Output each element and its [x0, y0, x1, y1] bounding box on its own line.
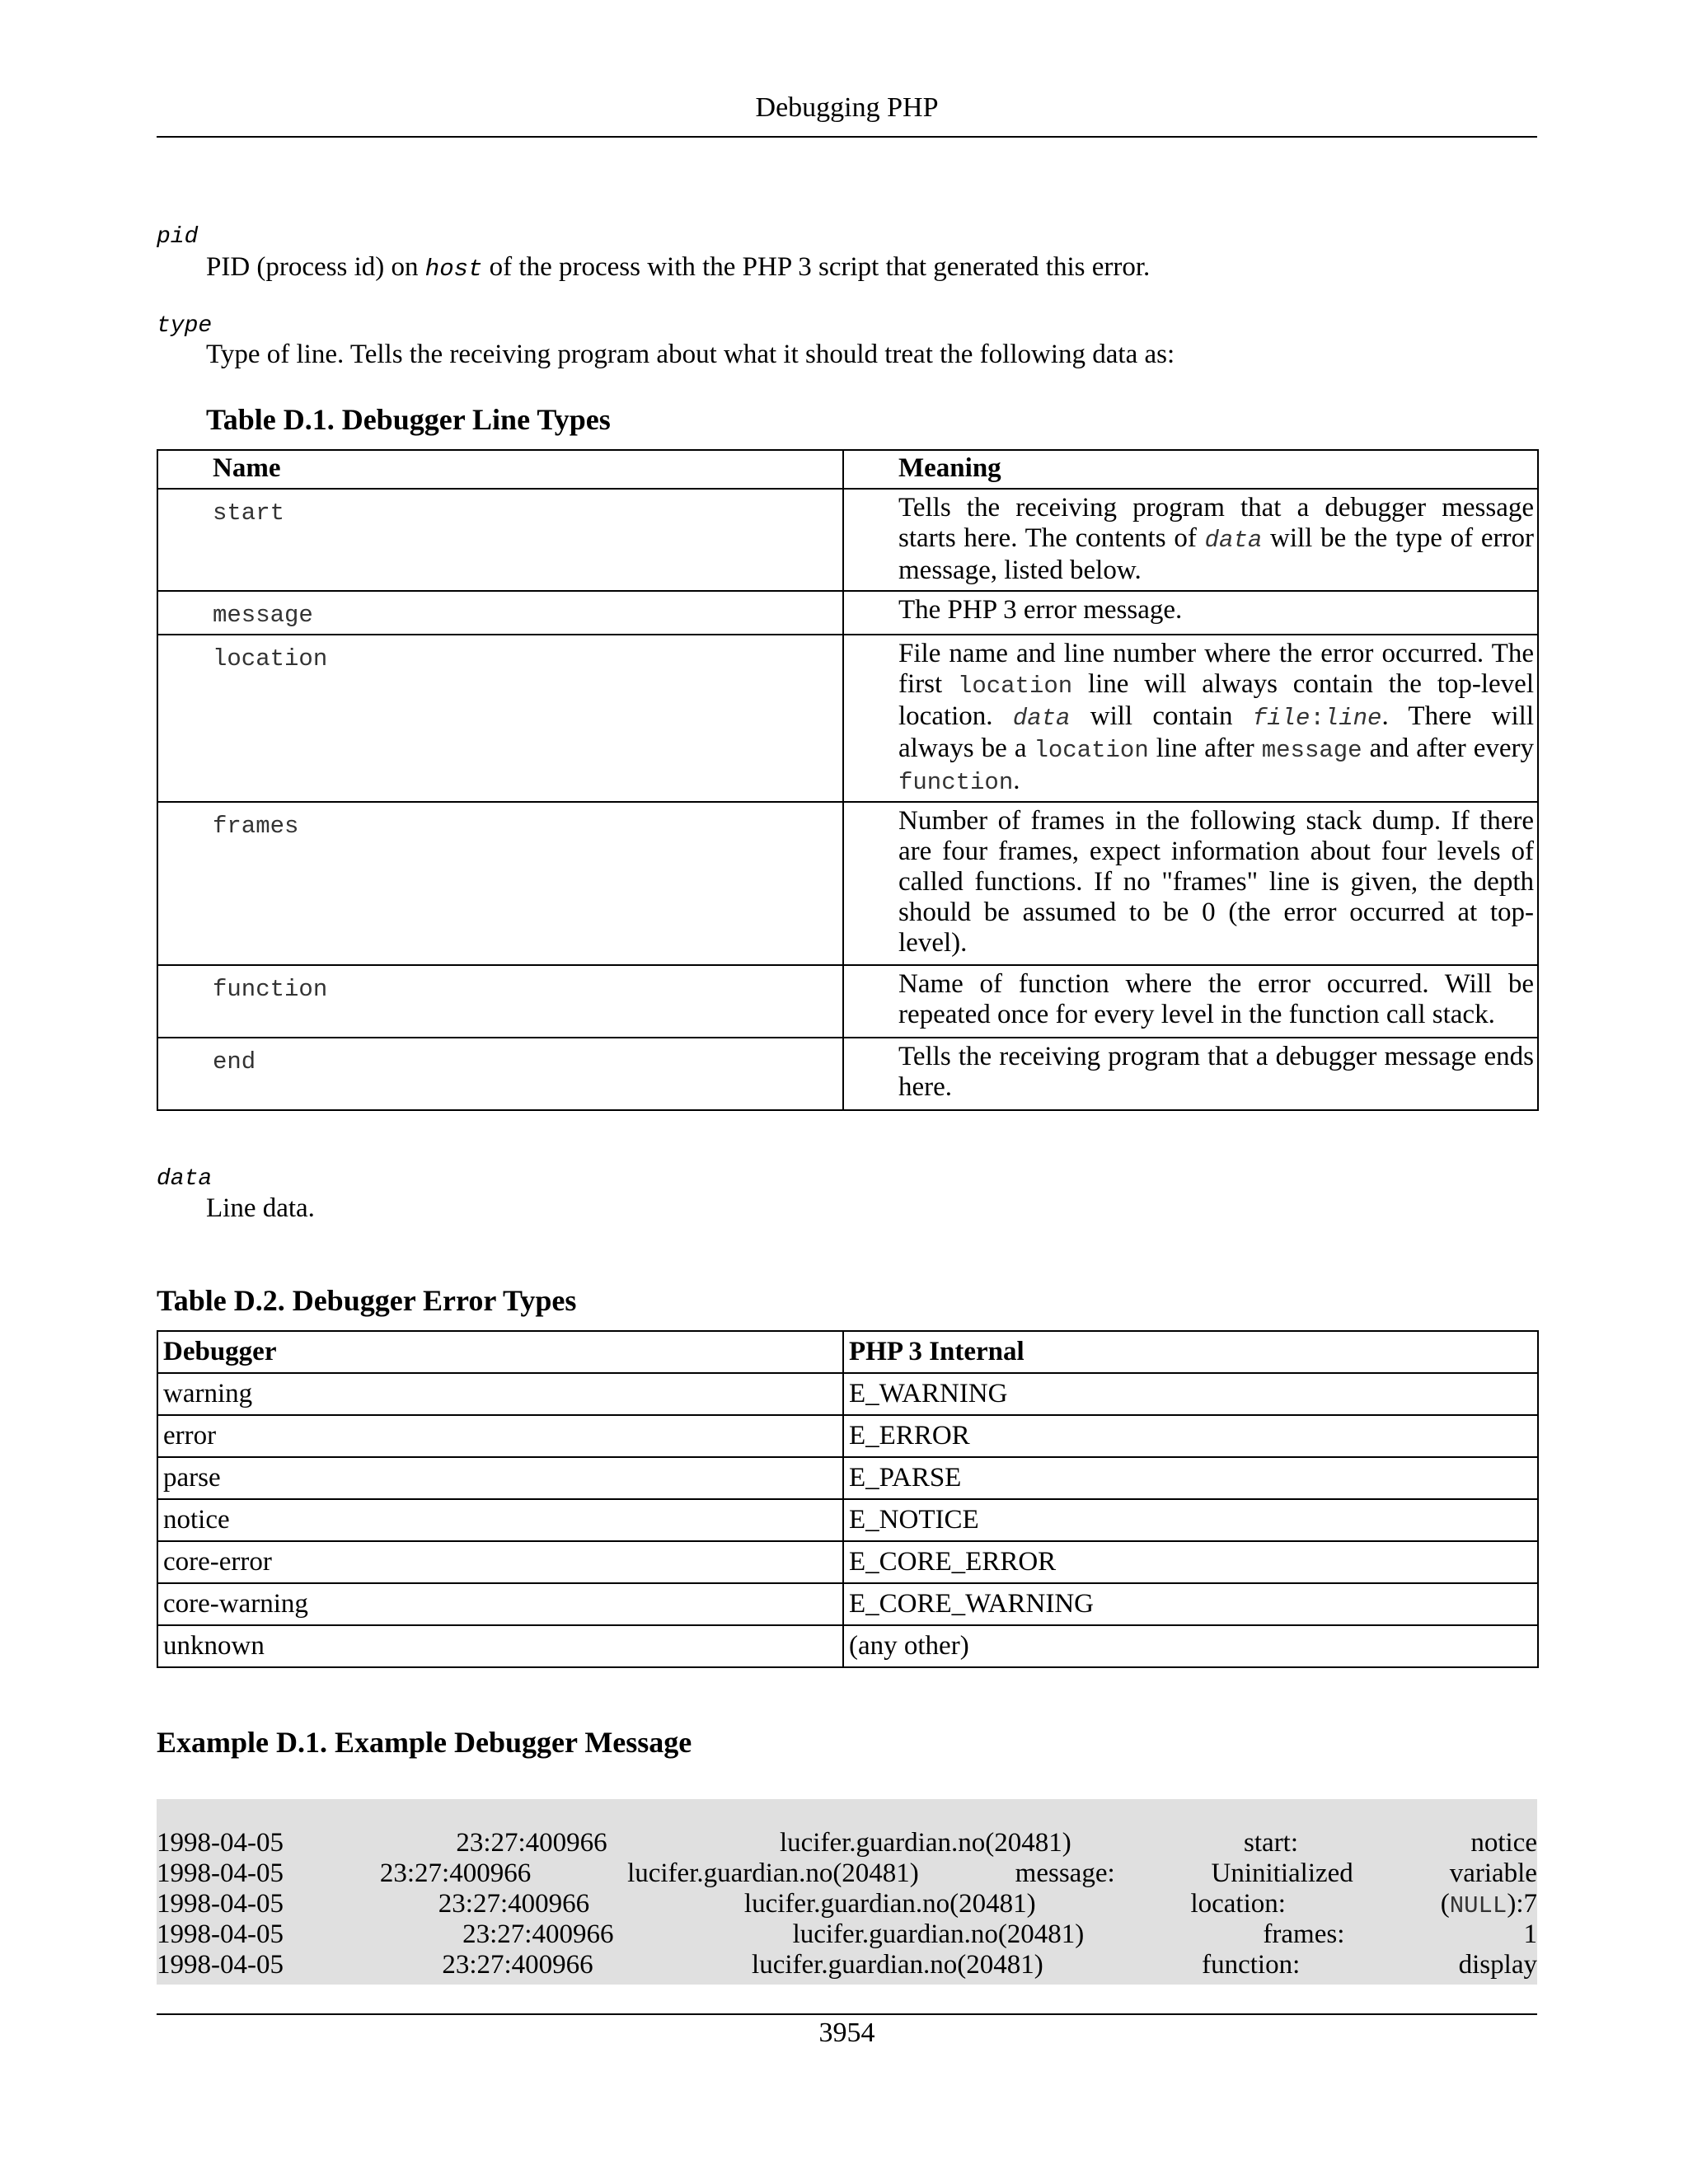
cell-meaning: The PHP 3 error message. — [843, 591, 1538, 635]
text: will contain — [1070, 701, 1253, 731]
ex-type: location: — [1190, 1889, 1286, 1919]
col-header-php3-internal: PHP 3 Internal — [843, 1331, 1538, 1373]
cell-debugger: notice — [157, 1499, 843, 1541]
text: line after — [1148, 733, 1262, 763]
cell-debugger: core-error — [157, 1541, 843, 1583]
col-header-meaning: Meaning — [843, 450, 1538, 489]
page-number: 3954 — [818, 2018, 875, 2048]
text: . — [1013, 766, 1020, 795]
col-header-debugger: Debugger — [157, 1331, 843, 1373]
code: message — [1261, 737, 1362, 764]
table-header-row — [157, 450, 1538, 489]
cell-name — [157, 1038, 843, 1110]
table-row — [157, 1373, 1538, 1415]
cell-internal: E_WARNING — [843, 1373, 1538, 1415]
ex-type: message: — [1015, 1858, 1115, 1888]
ex-type: function: — [1202, 1950, 1301, 1980]
example-code-block — [157, 1799, 1537, 1985]
ex-date: 1998-04-05 — [157, 1889, 284, 1919]
table-row — [157, 635, 1538, 802]
table-header-row — [157, 1331, 1538, 1373]
cell-internal: E_CORE_WARNING — [843, 1583, 1538, 1625]
def-type: Type of line. Tells the receiving program about what it should treat the following data as: — [206, 340, 1175, 369]
ex-host: lucifer.guardian.no(20481) — [627, 1858, 919, 1888]
term-data: data — [157, 1166, 213, 1192]
def-data: Line data. — [206, 1193, 315, 1223]
example-caption: Example D.1. Example Debugger Message — [157, 1726, 692, 1759]
cell-meaning — [843, 635, 1538, 802]
def-pid-code-host: host — [424, 255, 483, 283]
cell-debugger: parse — [157, 1457, 843, 1499]
text: and after every — [1362, 733, 1534, 763]
ex-host: lucifer.guardian.no(20481) — [752, 1950, 1043, 1980]
ex-type: frames: — [1263, 1919, 1345, 1949]
col-header-name: Name — [157, 450, 843, 489]
example-line — [157, 1919, 1537, 1950]
ex-date: 1998-04-05 — [157, 1919, 284, 1949]
ex-type: start: — [1244, 1828, 1299, 1858]
ex-data: Uninitialized — [1211, 1858, 1353, 1888]
ex-data: notice — [1470, 1828, 1537, 1858]
cell-internal: E_CORE_ERROR — [843, 1541, 1538, 1583]
text: File name and line number where the error occurred. The first — [898, 639, 1534, 699]
table-row — [157, 1415, 1538, 1457]
cell-debugger: error — [157, 1415, 843, 1457]
code-frames: frames — [213, 813, 299, 840]
code: function — [898, 769, 1014, 796]
def-pid-text-1: PID (process id) on — [206, 252, 425, 282]
cell-name — [157, 591, 843, 635]
def-pid-text-2: of the process with the PHP 3 script that generated this error. — [482, 252, 1151, 282]
table-row — [157, 489, 1538, 591]
example-line — [157, 1858, 1537, 1889]
cell-meaning — [843, 489, 1538, 591]
term-type: type — [157, 313, 213, 339]
cell-internal: (any other) — [843, 1625, 1538, 1667]
cell-debugger: unknown — [157, 1625, 843, 1667]
cell-internal: E_ERROR — [843, 1415, 1538, 1457]
error-types-table — [157, 1330, 1539, 1668]
ex-time: 23:27:400966 — [438, 1889, 590, 1919]
code: location — [957, 673, 1073, 700]
code: data — [1012, 705, 1071, 732]
cell-meaning: Tells the receiving program that a debugger message ends here. — [843, 1038, 1538, 1110]
cell-debugger: core-warning — [157, 1583, 843, 1625]
ex-time: 23:27:400966 — [462, 1919, 614, 1949]
ex-date: 1998-04-05 — [157, 1950, 284, 1980]
line-types-table — [157, 449, 1539, 1111]
table-row — [157, 965, 1538, 1038]
cell-internal: E_PARSE — [843, 1457, 1538, 1499]
table-row — [157, 1457, 1538, 1499]
code: : — [1310, 705, 1325, 732]
ex-time: 23:27:400966 — [456, 1828, 607, 1858]
ex-host: lucifer.guardian.no(20481) — [792, 1919, 1085, 1949]
cell-meaning: Name of function where the error occurred. Will be repeated once for every level in the function call stack. — [843, 965, 1538, 1038]
ex-host: lucifer.guardian.no(20481) — [743, 1889, 1036, 1919]
code: line — [1324, 705, 1382, 732]
ex-time: 23:27:400966 — [442, 1950, 593, 1980]
table-row — [157, 591, 1538, 635]
footer-rule — [157, 2013, 1537, 2015]
ex-host: lucifer.guardian.no(20481) — [779, 1828, 1071, 1858]
code: location — [1034, 737, 1149, 764]
ex-time: 23:27:400966 — [379, 1858, 532, 1888]
table2-caption: Table D.2. Debugger Error Types — [157, 1284, 577, 1317]
code-function: function — [213, 976, 328, 1003]
table-row — [157, 1541, 1538, 1583]
ex-date: 1998-04-05 — [157, 1858, 284, 1888]
cell-name — [157, 965, 843, 1038]
table-row — [157, 802, 1538, 965]
text: Tells the receiving program that a debugger message starts here. The contents of — [898, 493, 1534, 553]
ex-data: display — [1458, 1950, 1537, 1980]
cell-meaning: Number of frames in the following stack dump. If there are four frames, expect information about four levels of called functions. If no "frames" line is given, the depth should be assumed to be 0 (the error occurred at top-level). — [843, 802, 1538, 965]
table-row — [157, 1583, 1538, 1625]
def-pid — [206, 252, 1150, 283]
text: will be the type of error message, listed below. — [898, 523, 1535, 585]
text: . There will always be a — [898, 701, 1534, 763]
table-row — [157, 1038, 1538, 1110]
header-rule — [157, 136, 1537, 138]
code-start: start — [213, 499, 285, 527]
example-line — [157, 1950, 1537, 1980]
code-data: data — [1204, 527, 1263, 554]
running-header: Debugging PHP — [755, 92, 939, 123]
ex-null: NULL — [1449, 1892, 1507, 1919]
cell-name — [157, 802, 843, 965]
code-location: location — [213, 645, 328, 673]
code-end: end — [213, 1048, 256, 1076]
code-message: message — [213, 602, 313, 629]
example-line — [157, 1828, 1537, 1858]
cell-internal: E_NOTICE — [843, 1499, 1538, 1541]
ex-paren-open: ( — [1440, 1889, 1450, 1919]
table-row — [157, 1499, 1538, 1541]
ex-date: 1998-04-05 — [157, 1828, 284, 1858]
code: file — [1252, 705, 1311, 732]
text: line will always contain the top-level location. — [898, 669, 1534, 731]
table1-caption: Table D.1. Debugger Line Types — [206, 403, 611, 436]
table-row — [157, 1625, 1538, 1667]
ex-data: 1 — [1523, 1919, 1537, 1949]
ex-data-2: variable — [1449, 1858, 1537, 1888]
ex-data — [1441, 1889, 1537, 1921]
example-line — [157, 1889, 1537, 1921]
cell-name — [157, 635, 843, 802]
cell-name — [157, 489, 843, 591]
term-pid: pid — [157, 224, 199, 250]
cell-debugger: warning — [157, 1373, 843, 1415]
ex-paren-close: ):7 — [1507, 1889, 1537, 1919]
